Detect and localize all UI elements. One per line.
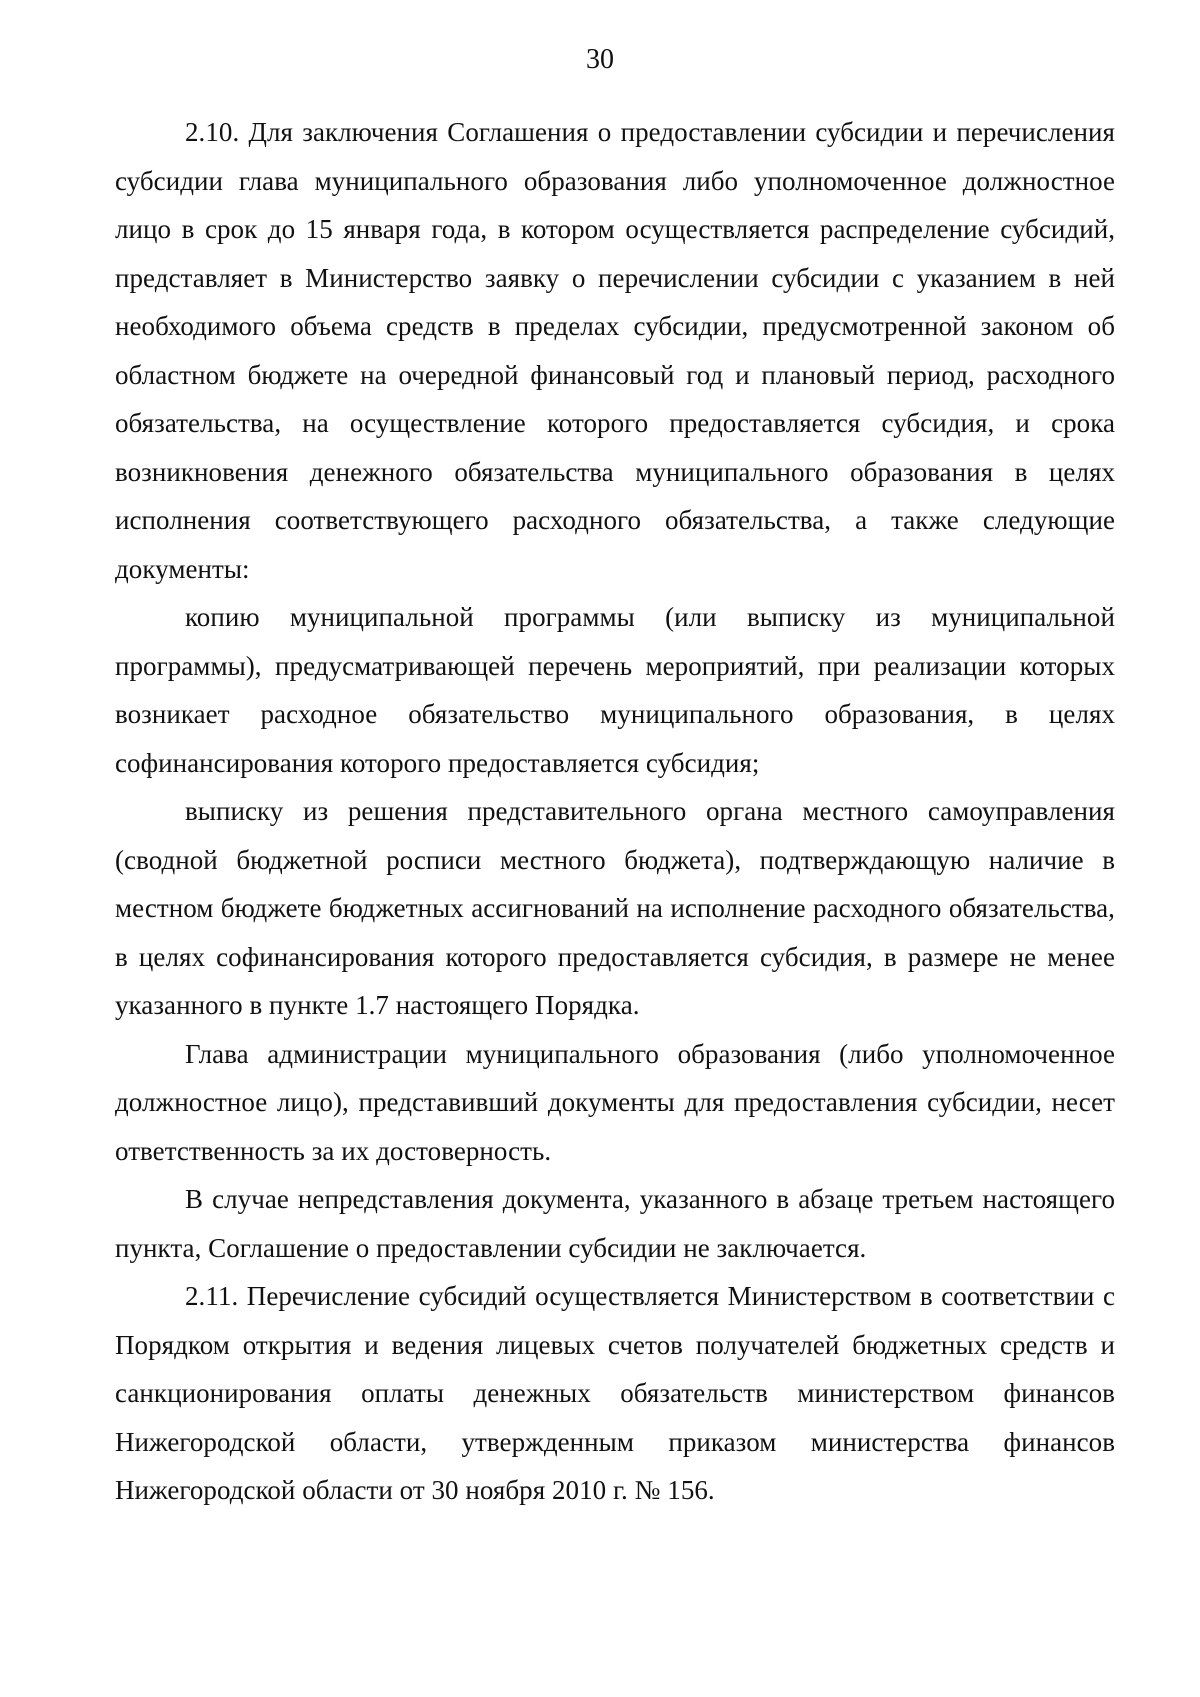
paragraph-non-submission: В случае непредставления документа, указанного в абзаце третьем настоящего пункта, Соглашение о предоставлении субсидии не заключается. [115,1184,1115,1263]
paragraph-2-10: 2.10. Для заключения Соглашения о предоставлении субсидии и перечисления субсидии глава муниципального образования либо уполномоченное должностное лицо в срок до 15 января года, в котором осуществляется распределение субсидий, представляет в Министерство заявку о перечислении субсидии с указанием в ней необходимого объема средств в пределах субсидии, предусмотренной законом об областном бюджете на очередной финансовый год и плановый период, расходного обязательства, на осуществление которого предоставляется субсидия, и срока возникновения денежного обязательства муниципального образования в целях исполнения соответствующего расходного обязательства, а также следующие документы: [115,117,1115,584]
page-number: 30 [586,44,614,75]
paragraph-program-copy: копию муниципальной программы (или выписку из муниципальной программы), предусматривающей перечень мероприятий, при реализации которых возникает расходное обязательство муниципального образования, в целях софинансирования которого предоставляется субсидия; [115,602,1115,778]
paragraph-responsibility: Глава администрации муниципального образования (либо уполномоченное должностное лицо), представивший документы для предоставления субсидии, несет ответственность за их достоверность. [115,1038,1115,1166]
paragraph-budget-extract: выписку из решения представительного органа местного самоуправления (сводной бюджетной росписи местного бюджета), подтверждающую наличие в местном бюджете бюджетных ассигнований на исполнение расходного обязательства, в целях софинансирования которого предоставляется субсидия, в размере не менее указанного в пункте 1.7 настоящего Порядка. [115,796,1115,1020]
document-body [115,108,1115,1515]
paragraph-2-11: 2.11. Перечисление субсидий осуществляется Министерством в соответствии с Порядком открытия и ведения лицевых счетов получателей бюджетных средств и санкционирования оплаты денежных обязательств министерством финансов Нижегородской области, утвержденным приказом министерства финансов Нижегородской области от 30 ноября 2010 г. № 156. [115,1281,1115,1505]
